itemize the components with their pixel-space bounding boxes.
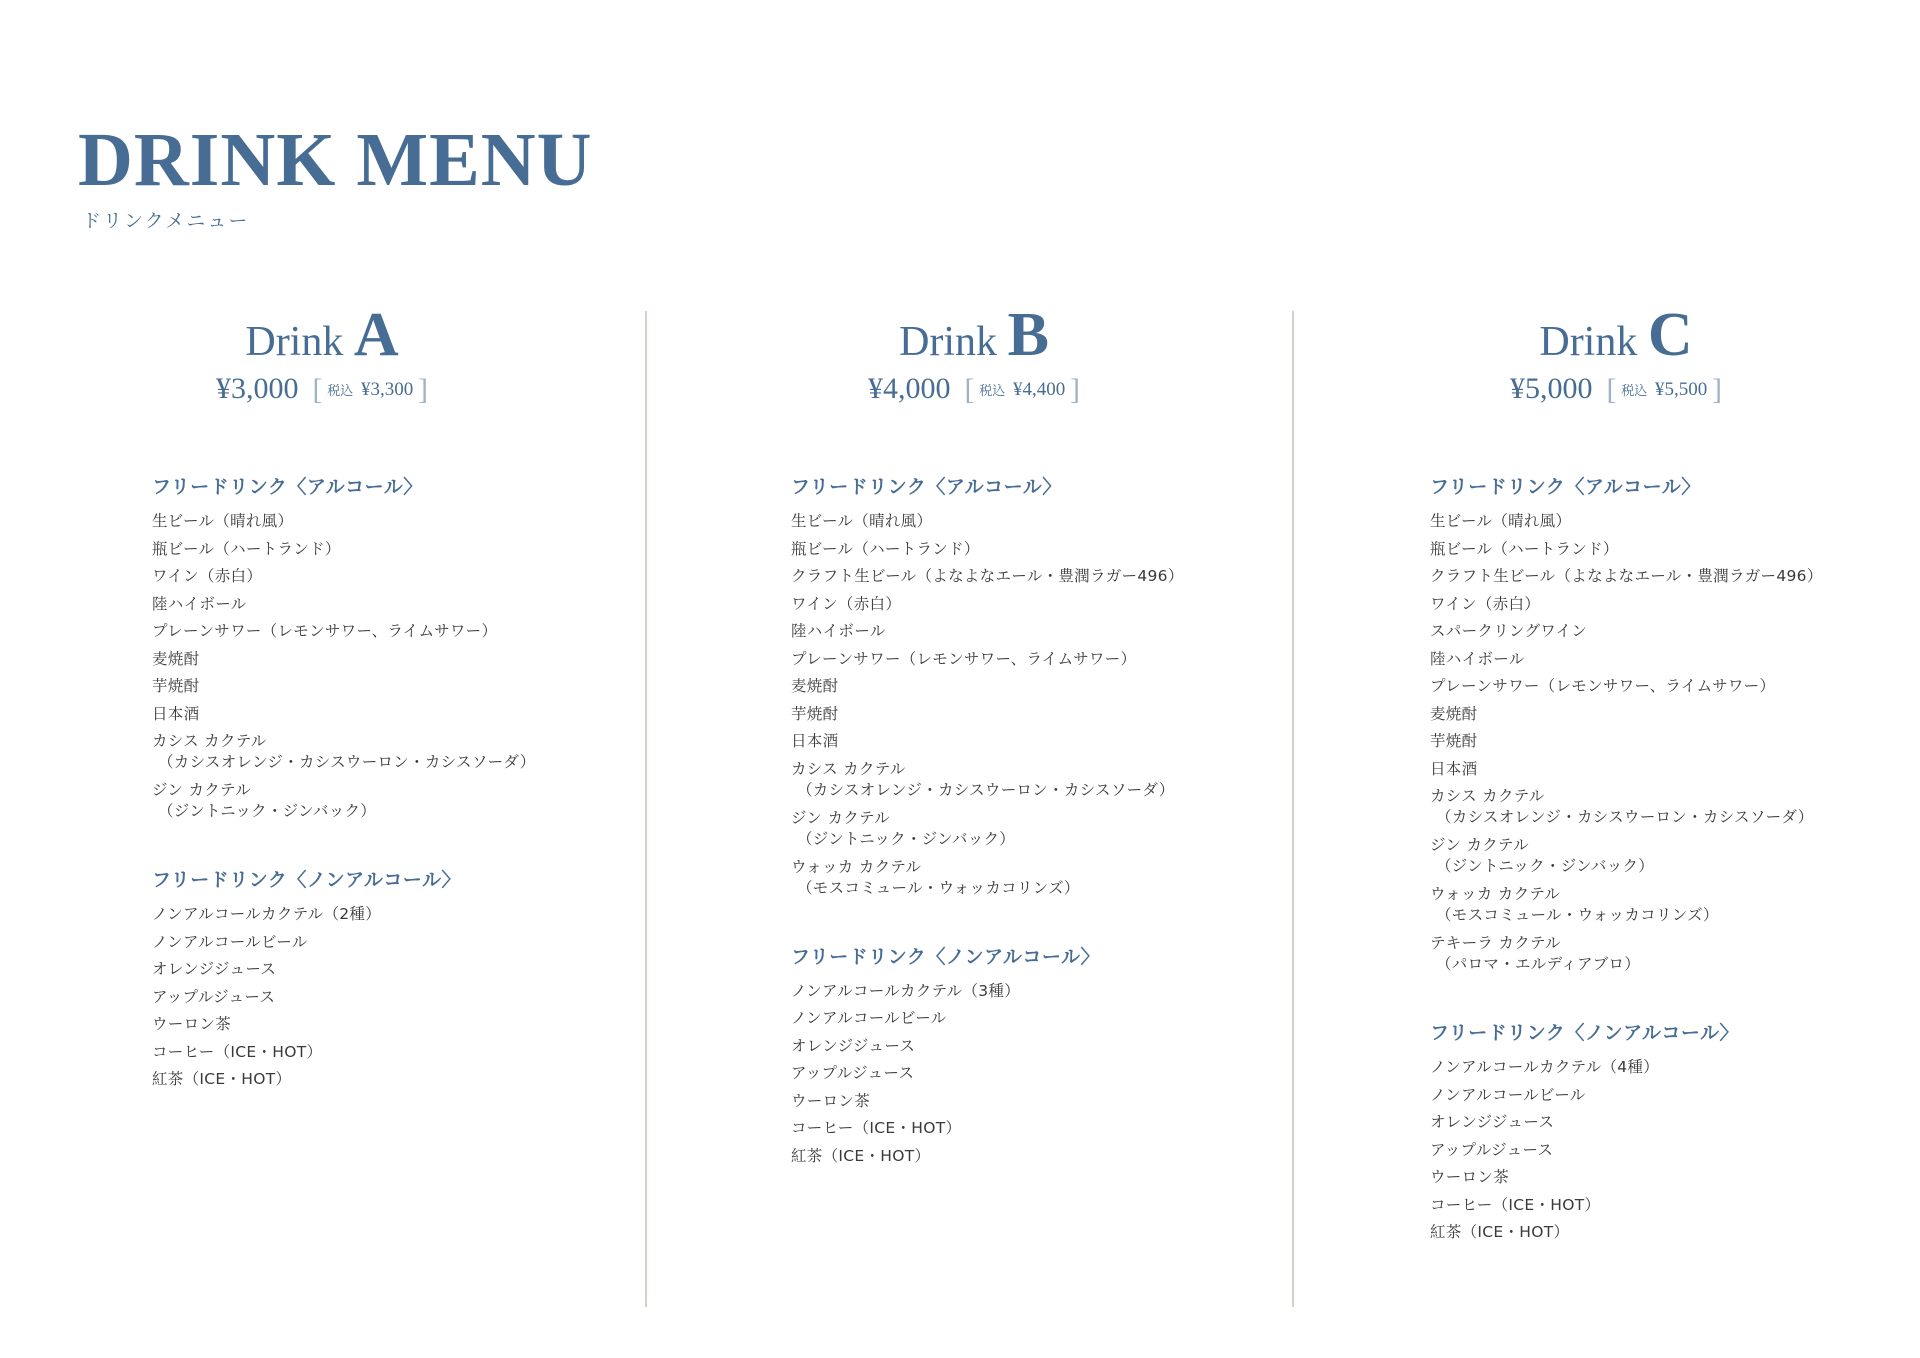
menu-item-name: 瓶ビール（ハートランド）: [1430, 539, 1619, 558]
plan-name: [1416, 301, 1816, 369]
menu-item-name: プレーンサワー（レモンサワー、ライムサワー）: [152, 622, 498, 640]
menu-item: [152, 904, 572, 932]
plan-word: Drink: [1539, 319, 1638, 365]
menu-item: [152, 594, 572, 622]
menu-item-name: 日本酒: [152, 704, 200, 723]
menu-item: [1430, 835, 1850, 884]
section-heading: フリードリンク〈ノンアルコール〉: [1430, 1022, 1739, 1044]
menu-item-name: ワイン（赤白）: [152, 567, 263, 585]
menu-item-name: コーヒー（ICE・HOT）: [1430, 1195, 1601, 1214]
menu-item-name: 芋焼酎: [791, 704, 839, 723]
menu-item: [1430, 786, 1850, 835]
menu-item-name: ウーロン茶: [1430, 1168, 1510, 1186]
menu-item: [1430, 1057, 1850, 1085]
menu-item: [791, 704, 1211, 732]
menu-item: [791, 981, 1211, 1009]
plan-name: [774, 301, 1174, 369]
menu-item-name: 麦焼酎: [1430, 704, 1478, 723]
menu-item: [791, 1008, 1211, 1036]
menu-item-name: 日本酒: [1430, 759, 1478, 778]
menu-item-detail: （モスコミュール・ウォッカコリンズ）: [1436, 906, 1719, 924]
page-subtitle: ドリンクメニュー: [82, 210, 250, 232]
section-gap: [1430, 982, 1850, 1018]
menu-item-name: コーヒー（ICE・HOT）: [152, 1042, 323, 1061]
plan-header-a: [122, 301, 522, 407]
menu-item-detail: （モスコミュール・ウォッカコリンズ）: [797, 878, 1080, 897]
menu-item-name: 日本酒: [791, 732, 839, 750]
plan-letter: A: [353, 301, 399, 369]
plan-price-row: [122, 372, 522, 407]
menu-item-name: 陸ハイボール: [791, 622, 886, 640]
plan-price: ¥5,000: [1509, 372, 1593, 405]
menu-item-name: カシス カクテル: [152, 732, 267, 750]
section-heading: フリードリンク〈アルコール〉: [791, 476, 1062, 498]
menu-item-name: アップルジュース: [152, 987, 276, 1006]
menu-item-detail: （カシスオレンジ・カシスウーロン・カシスソーダ）: [1436, 808, 1814, 826]
plan-letter: B: [1007, 301, 1049, 369]
menu-item-name: オレンジジュース: [791, 1036, 916, 1055]
menu-item: [1430, 1112, 1850, 1140]
menu-item: [1430, 649, 1850, 677]
menu-item-name: ジン カクテル: [791, 808, 890, 827]
menu-item: [791, 649, 1211, 677]
menu-item: [1430, 594, 1850, 622]
menu-item: [152, 780, 572, 829]
menu-item: [791, 594, 1211, 622]
menu-item: [1430, 676, 1850, 704]
menu-item-name: ノンアルコールビール: [152, 932, 308, 951]
plan-price: ¥4,000: [867, 372, 951, 405]
menu-item: [791, 808, 1211, 857]
menu-item-name: 麦焼酎: [152, 649, 200, 668]
menu-item-name: ウォッカ カクテル: [791, 857, 922, 876]
section-heading: フリードリンク〈ノンアルコール〉: [791, 945, 1100, 968]
plan-word: Drink: [245, 319, 344, 365]
menu-item: [1430, 759, 1850, 787]
menu-item: [152, 649, 572, 677]
menu-item-name: ジン カクテル: [152, 781, 251, 799]
plan-list-b: [791, 472, 1211, 1173]
menu-item: [1430, 1085, 1850, 1113]
menu-item: [791, 539, 1211, 567]
menu-item: [152, 731, 572, 780]
menu-item-name: ワイン（赤白）: [1430, 594, 1541, 613]
menu-item: [1430, 1140, 1850, 1168]
bracket-close-mark: ]: [418, 373, 428, 406]
menu-item-detail: （パロマ・エルディアブロ）: [1436, 955, 1641, 973]
section-heading: フリードリンク〈アルコール〉: [152, 476, 423, 498]
bracket-open-mark: [: [964, 373, 975, 406]
plan-price-row: [774, 372, 1174, 407]
menu-item: [152, 1042, 572, 1070]
menu-item: [1430, 621, 1850, 649]
menu-item: [152, 704, 572, 732]
menu-item-name: カシス カクテル: [1430, 787, 1545, 805]
menu-item-name: ノンアルコールビール: [791, 1009, 947, 1027]
menu-item-name: 紅茶（ICE・HOT）: [152, 1070, 292, 1088]
menu-item: [152, 987, 572, 1015]
menu-item-name: プレーンサワー（レモンサワー、ライムサワー）: [1430, 677, 1776, 695]
menu-item: [791, 566, 1211, 594]
menu-item-name: 陸ハイボール: [1430, 649, 1525, 668]
menu-item-name: ウォッカ カクテル: [1430, 885, 1561, 903]
tax-label: 税込: [979, 383, 1006, 398]
menu-item-detail: （カシスオレンジ・カシスウーロン・カシスソーダ）: [158, 753, 536, 771]
menu-item-name: 瓶ビール（ハートランド）: [791, 539, 980, 558]
menu-item: [1430, 731, 1850, 759]
tax-label: 税込: [1621, 383, 1648, 398]
section-gap: [152, 829, 572, 865]
menu-item: [791, 511, 1211, 539]
menu-item: [791, 1146, 1211, 1174]
menu-item-name: ノンアルコールカクテル（3種）: [791, 981, 1021, 1000]
menu-item-name: ノンアルコールビール: [1430, 1085, 1586, 1104]
menu-item: [1430, 566, 1850, 594]
menu-item: [152, 566, 572, 594]
bracket-open-mark: [: [1606, 373, 1617, 406]
menu-item-name: クラフト生ビール（よなよなエール・豊潤ラガー496）: [791, 567, 1184, 585]
menu-item-name: オレンジジュース: [152, 960, 277, 978]
page-title: DRINK MENU: [78, 118, 593, 202]
menu-item: [791, 676, 1211, 704]
menu-item-name: 瓶ビール（ハートランド）: [152, 539, 341, 558]
menu-item-name: 生ビール（晴れ風）: [152, 512, 294, 530]
plan-header-b: [774, 301, 1174, 407]
menu-item: [152, 1069, 572, 1097]
plan-letter: C: [1647, 301, 1693, 369]
menu-item: [152, 1014, 572, 1042]
menu-item: [152, 621, 572, 649]
plan-word: Drink: [899, 319, 998, 365]
menu-item-name: テキーラ カクテル: [1430, 934, 1561, 952]
menu-item: [791, 1063, 1211, 1091]
menu-item-name: 紅茶（ICE・HOT）: [791, 1146, 931, 1165]
menu-item-detail: （カシスオレンジ・カシスウーロン・カシスソーダ）: [797, 780, 1175, 799]
menu-item-name: プレーンサワー（レモンサワー、ライムサワー）: [791, 649, 1137, 668]
section-gap: [791, 906, 1211, 942]
menu-item: [152, 932, 572, 960]
plan-list-c: [1430, 472, 1850, 1250]
menu-item-name: 麦焼酎: [791, 677, 839, 695]
plan-list-a: [152, 472, 572, 1097]
menu-item-name: 紅茶（ICE・HOT）: [1430, 1223, 1570, 1241]
tax-price: ¥5,500: [1655, 379, 1708, 400]
menu-item-name: ウーロン茶: [791, 1091, 871, 1110]
menu-item: [791, 621, 1211, 649]
menu-item: [1430, 511, 1850, 539]
plan-header-c: [1416, 301, 1816, 407]
menu-item: [791, 1118, 1211, 1146]
menu-item: [1430, 884, 1850, 933]
menu-item: [152, 539, 572, 567]
menu-item: [1430, 933, 1850, 982]
tax-price: ¥4,400: [1013, 379, 1066, 400]
plan-price-row: [1416, 372, 1816, 407]
menu-item-name: ワイン（赤白）: [791, 594, 902, 613]
menu-item-name: 生ビール（晴れ風）: [791, 512, 933, 530]
bracket-close-mark: ]: [1712, 373, 1722, 406]
menu-item: [791, 759, 1211, 808]
menu-item-detail: （ジントニック・ジンバック）: [797, 829, 1016, 848]
bracket-open-mark: [: [312, 373, 323, 406]
tax-label: 税込: [327, 383, 354, 398]
tax-included-price: [1606, 373, 1722, 407]
menu-item-name: カシス カクテル: [791, 759, 906, 778]
menu-item: [1430, 704, 1850, 732]
menu-item: [791, 857, 1211, 906]
menu-item-name: 芋焼酎: [152, 677, 200, 695]
menu-item: [1430, 1167, 1850, 1195]
column-divider: [1292, 311, 1294, 1307]
tax-included-price: [312, 373, 428, 407]
section-heading: フリードリンク〈ノンアルコール〉: [152, 869, 461, 891]
menu-item-name: オレンジジュース: [1430, 1113, 1555, 1131]
menu-item-detail: （ジントニック・ジンバック）: [1436, 857, 1655, 875]
menu-item: [152, 511, 572, 539]
bracket-close-mark: ]: [1070, 373, 1080, 406]
tax-included-price: [964, 373, 1080, 407]
menu-item: [152, 676, 572, 704]
menu-item-name: ノンアルコールカクテル（4種）: [1430, 1058, 1660, 1076]
menu-item: [1430, 1222, 1850, 1250]
menu-item-name: クラフト生ビール（よなよなエール・豊潤ラガー496）: [1430, 567, 1823, 585]
menu-item-name: アップルジュース: [791, 1064, 915, 1082]
section-heading: フリードリンク〈アルコール〉: [1430, 476, 1701, 498]
plan-name: [122, 301, 522, 369]
plan-price: ¥3,000: [215, 372, 299, 405]
column-divider: [645, 311, 647, 1307]
menu-item-name: スパークリングワイン: [1430, 622, 1588, 640]
menu-item: [1430, 539, 1850, 567]
menu-item-name: ジン カクテル: [1430, 836, 1529, 854]
menu-item-name: 陸ハイボール: [152, 594, 247, 613]
menu-item-name: ノンアルコールカクテル（2種）: [152, 905, 382, 923]
menu-item: [791, 1036, 1211, 1064]
menu-item-name: ウーロン茶: [152, 1015, 232, 1033]
menu-item-name: アップルジュース: [1430, 1140, 1554, 1159]
menu-item: [152, 959, 572, 987]
menu-item-name: 生ビール（晴れ風）: [1430, 512, 1572, 530]
menu-item: [1430, 1195, 1850, 1223]
menu-item: [791, 1091, 1211, 1119]
menu-item: [791, 731, 1211, 759]
menu-item-name: コーヒー（ICE・HOT）: [791, 1119, 962, 1137]
menu-item-name: 芋焼酎: [1430, 732, 1478, 750]
tax-price: ¥3,300: [361, 379, 414, 400]
menu-item-detail: （ジントニック・ジンバック）: [158, 802, 377, 820]
